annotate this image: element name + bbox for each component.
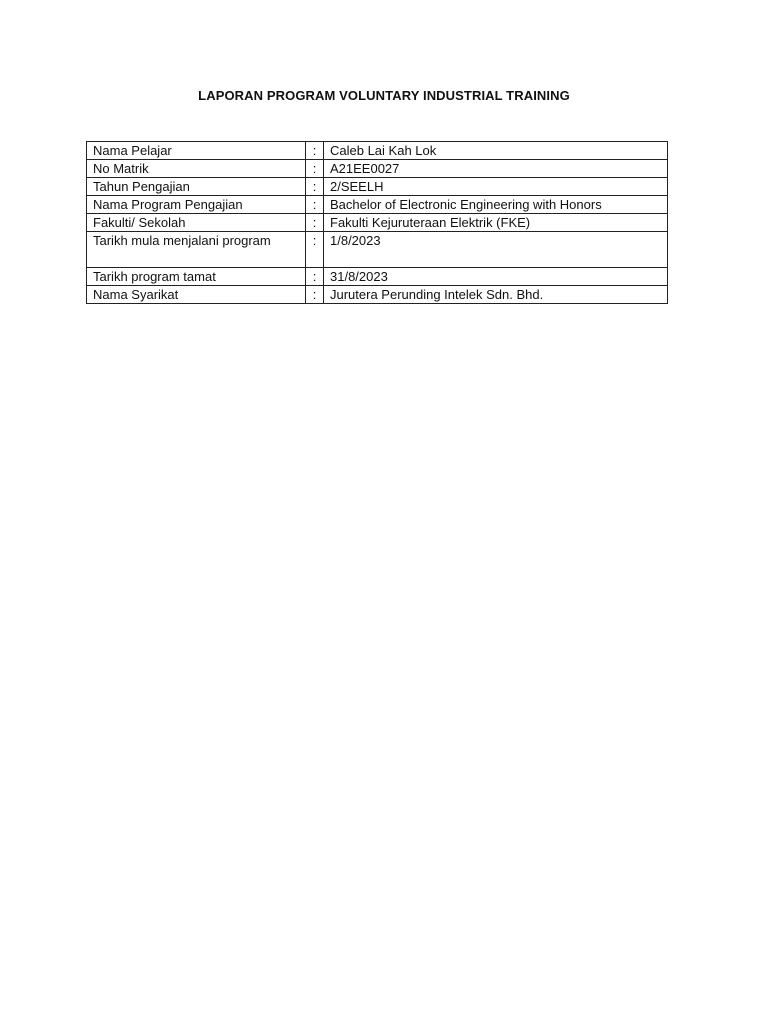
table-row	[87, 160, 668, 178]
row-separator: :	[306, 196, 324, 214]
row-separator: :	[306, 160, 324, 178]
row-separator: :	[306, 178, 324, 196]
row-value: 1/8/2023	[324, 232, 668, 268]
row-value: Fakulti Kejuruteraan Elektrik (FKE)	[324, 214, 668, 232]
table-row	[87, 232, 668, 268]
row-separator: :	[306, 214, 324, 232]
table-row	[87, 286, 668, 304]
table-row	[87, 196, 668, 214]
table-row	[87, 178, 668, 196]
row-label: Nama Pelajar	[87, 142, 306, 160]
row-value: A21EE0027	[324, 160, 668, 178]
row-value: Bachelor of Electronic Engineering with Honors	[324, 196, 668, 214]
row-separator: :	[306, 286, 324, 304]
row-separator: :	[306, 232, 324, 268]
row-label: Tarikh mula menjalani program	[87, 232, 306, 268]
table-row	[87, 142, 668, 160]
row-value: 31/8/2023	[324, 268, 668, 286]
row-label: No Matrik	[87, 160, 306, 178]
row-label: Fakulti/ Sekolah	[87, 214, 306, 232]
document-title: LAPORAN PROGRAM VOLUNTARY INDUSTRIAL TRAINING	[198, 88, 570, 103]
row-label: Nama Program Pengajian	[87, 196, 306, 214]
row-separator: :	[306, 268, 324, 286]
table-row	[87, 268, 668, 286]
row-value: Jurutera Perunding Intelek Sdn. Bhd.	[324, 286, 668, 304]
row-label: Nama Syarikat	[87, 286, 306, 304]
student-info-table	[86, 141, 668, 304]
table-row	[87, 214, 668, 232]
row-separator: :	[306, 142, 324, 160]
row-value: Caleb Lai Kah Lok	[324, 142, 668, 160]
row-value: 2/SEELH	[324, 178, 668, 196]
row-label: Tarikh program tamat	[87, 268, 306, 286]
row-label: Tahun Pengajian	[87, 178, 306, 196]
